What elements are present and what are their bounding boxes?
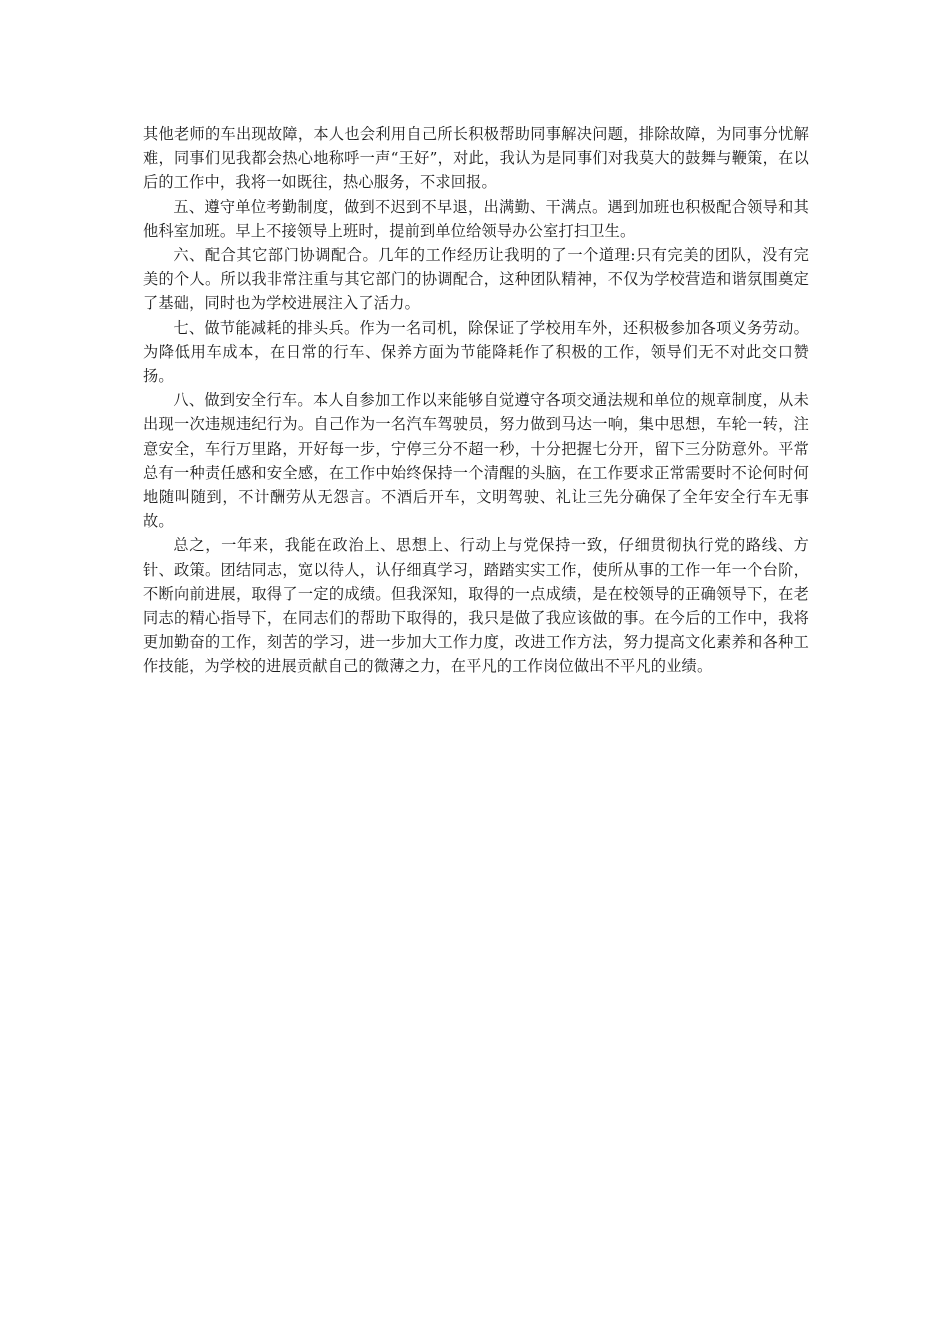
paragraph-continuation: 其他老师的车出现故障，本人也会利用自己所长积极帮助同事解决问题，排除故障，为同事分忧解难，同事们见我都会热心地称呼一声“王好”，对此，我认为是同事们对我莫大的鼓舞与鞭策，在以后的工作中，我将一如既往，热心服务，不求回报。 [143,125,809,192]
paragraph-section-five: 五、遵守单位考勤制度，做到不迟到不早退，出满勤、干满点。遇到加班也积极配合领导和其他科室加班。早上不接领导上班时，提前到单位给领导办公室打扫卫生。 [143,197,809,240]
paragraph-summary: 总之，一年来，我能在政治上、思想上、行动上与党保持一致，仔细贯彻执行党的路线、方针、政策。团结同志，宽以待人，认仔细真学习，踏踏实实工作，使所从事的工作一年一个台阶，不断向前进展，取得了一定的成绩。但我深知，取得的一点成绩，是在校领导的正确领导下，在老同志的精心指导下，在同志们的帮助下取得的，我只是做了我应该做的事。在今后的工作中，我将更加勤奋的工作，刻苦的学习，进一步加大工作力度，改进工作方法，努力提高文化素养和各种工作技能，为学校的进展贡献自己的微薄之力，在平凡的工作岗位做出不平凡的业绩。 [143,536,809,676]
paragraph-section-eight: 八、做到安全行车。本人自参加工作以来能够自觉遵守各项交通法规和单位的规章制度，从未出现一次违规违纪行为。自己作为一名汽车驾驶员，努力做到马达一响，集中思想，车轮一转，注意安全，车行万里路，开好每一步，宁停三分不超一秒，十分把握七分开，留下三分防意外。平常总有一种责任感和安全感，在工作中始终保持一个清醒的头脑，在工作要求正常需要时不论何时何地随叫随到，不计酬劳从无怨言。不酒后开车，文明驾驶、礼让三先分确保了全年安全行车无事故。 [143,391,809,531]
paragraph-section-six: 六、配合其它部门协调配合。几年的工作经历让我明的了一个道理:只有完美的团队，没有完美的个人。所以我非常注重与其它部门的协调配合，这种团队精神，不仅为学校营造和谐氛围奠定了基础，同时也为学校进展注入了活力。 [143,246,809,313]
paragraph-section-seven: 七、做节能减耗的排头兵。作为一名司机，除保证了学校用车外，还积极参加各项义务劳动。为降低用车成本，在日常的行车、保养方面为节能降耗作了积极的工作，领导们无不对此交口赞扬。 [143,318,809,386]
document-page [143,122,809,679]
